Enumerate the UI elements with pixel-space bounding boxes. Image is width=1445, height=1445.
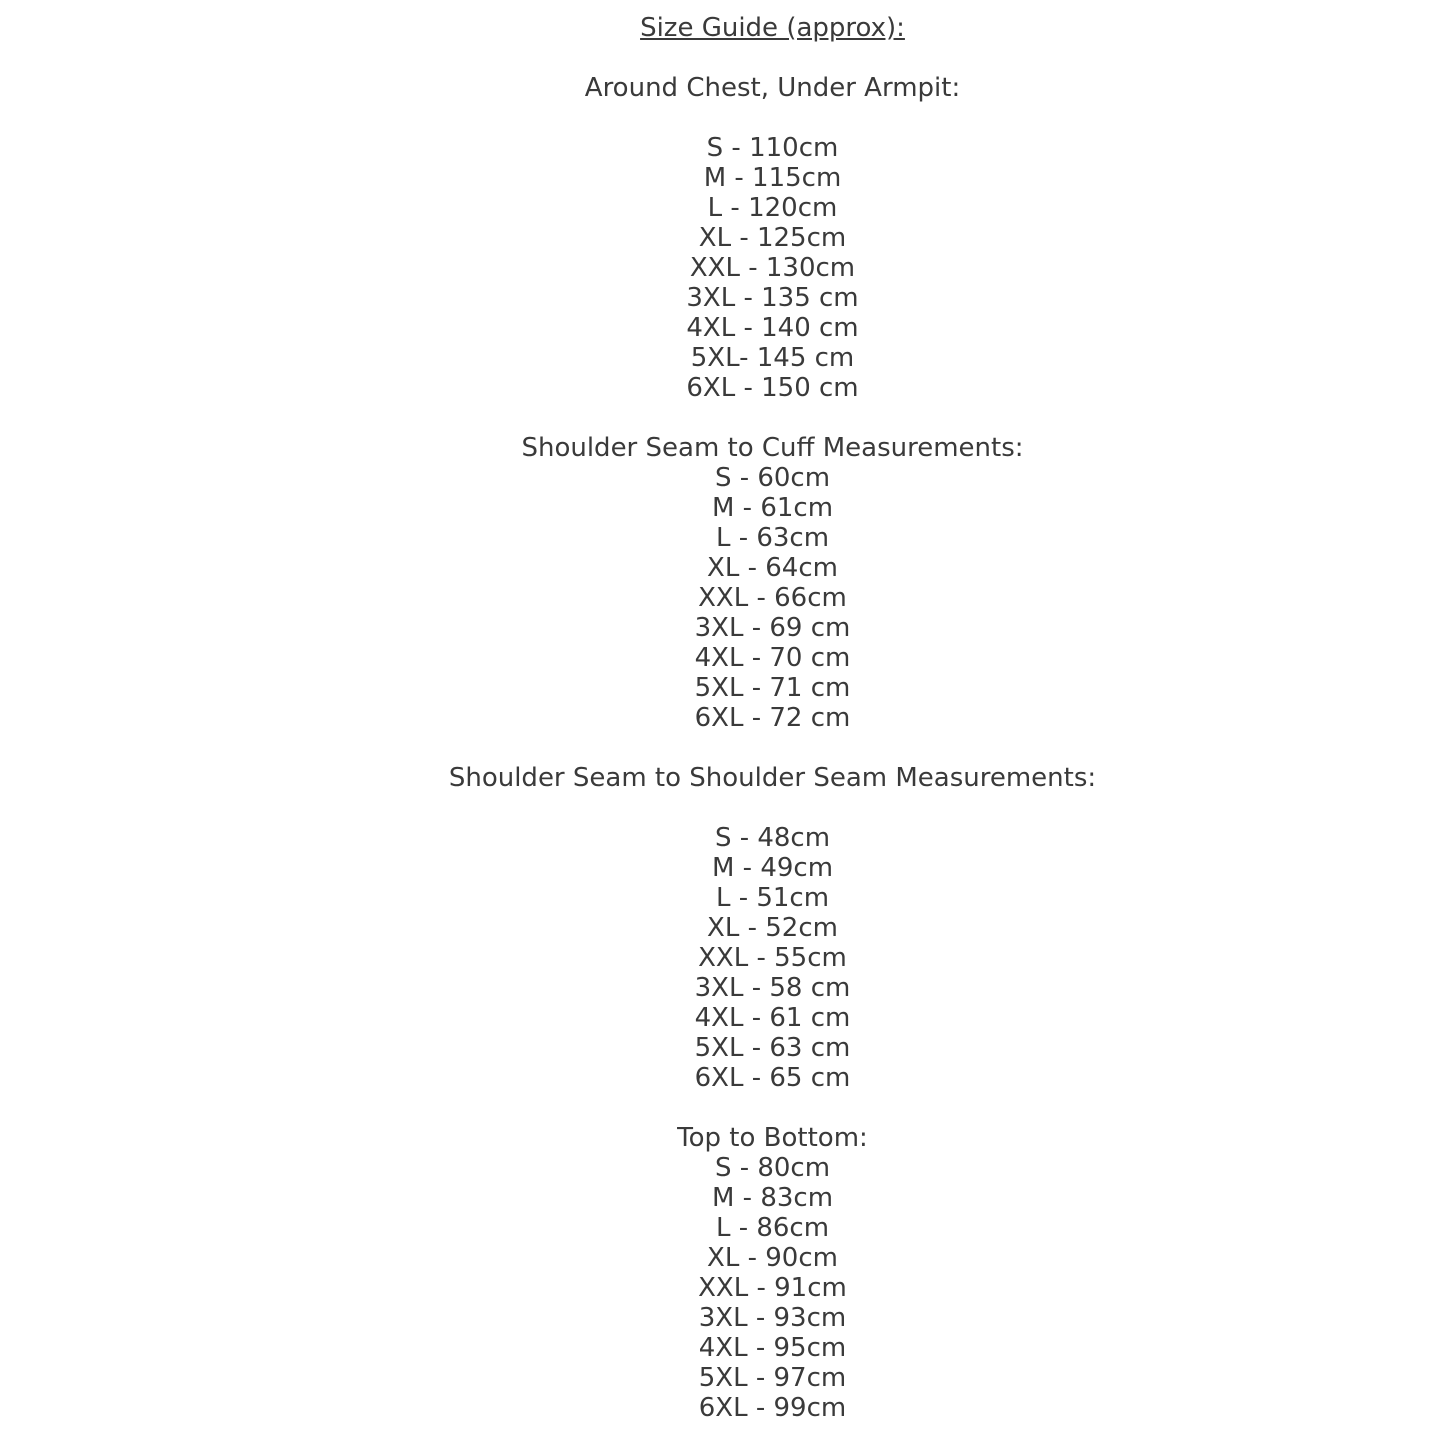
size-row: 6XL - 150 cm <box>686 373 859 403</box>
spacer <box>100 733 1445 763</box>
spacer <box>100 103 1445 133</box>
size-row: 5XL - 63 cm <box>694 1033 851 1063</box>
size-row: XL - 90cm <box>707 1243 838 1273</box>
size-row: 5XL- 145 cm <box>690 343 855 373</box>
size-row: 4XL - 70 cm <box>694 643 851 673</box>
size-row: 4XL - 140 cm <box>686 313 859 343</box>
size-row: XXL - 91cm <box>698 1273 847 1303</box>
size-row: M - 49cm <box>711 853 834 883</box>
size-row: 3XL - 69 cm <box>694 613 851 643</box>
spacer <box>100 1093 1445 1123</box>
size-row: 3XL - 135 cm <box>686 283 859 313</box>
size-row: 6XL - 99cm <box>698 1393 847 1423</box>
size-row: S - 110cm <box>706 133 839 163</box>
size-row: 4XL - 61 cm <box>694 1003 851 1033</box>
spacer <box>100 43 1445 73</box>
size-row: XXL - 130cm <box>689 253 856 283</box>
size-row: XL - 52cm <box>707 913 838 943</box>
page-title: Size Guide (approx): <box>640 13 905 43</box>
size-row: 3XL - 93cm <box>698 1303 847 1333</box>
size-row: XXL - 66cm <box>698 583 847 613</box>
size-row: L - 120cm <box>707 193 838 223</box>
section-header: Top to Bottom: <box>677 1123 868 1153</box>
size-row: 3XL - 58 cm <box>694 973 851 1003</box>
size-row: XL - 125cm <box>698 223 847 253</box>
size-row: 6XL - 72 cm <box>694 703 851 733</box>
size-row: S - 80cm <box>714 1153 831 1183</box>
size-row: M - 115cm <box>703 163 842 193</box>
spacer <box>100 403 1445 433</box>
size-row: XL - 64cm <box>707 553 838 583</box>
size-row: XXL - 55cm <box>698 943 847 973</box>
size-row: M - 83cm <box>711 1183 834 1213</box>
size-row: S - 60cm <box>714 463 831 493</box>
size-row: L - 63cm <box>715 523 830 553</box>
size-row: 5XL - 97cm <box>698 1363 847 1393</box>
size-row: L - 51cm <box>715 883 830 913</box>
spacer <box>100 793 1445 823</box>
size-row: L - 86cm <box>715 1213 830 1243</box>
section-header: Around Chest, Under Armpit: <box>584 73 961 103</box>
size-row: 6XL - 65 cm <box>694 1063 851 1093</box>
size-guide-sections <box>100 43 1445 1423</box>
size-row: 5XL - 71 cm <box>694 673 851 703</box>
section-header: Shoulder Seam to Shoulder Seam Measurements: <box>448 763 1097 793</box>
size-row: M - 61cm <box>711 493 834 523</box>
size-row: 4XL - 95cm <box>698 1333 847 1363</box>
section-header: Shoulder Seam to Cuff Measurements: <box>521 433 1024 463</box>
size-row: S - 48cm <box>714 823 831 853</box>
